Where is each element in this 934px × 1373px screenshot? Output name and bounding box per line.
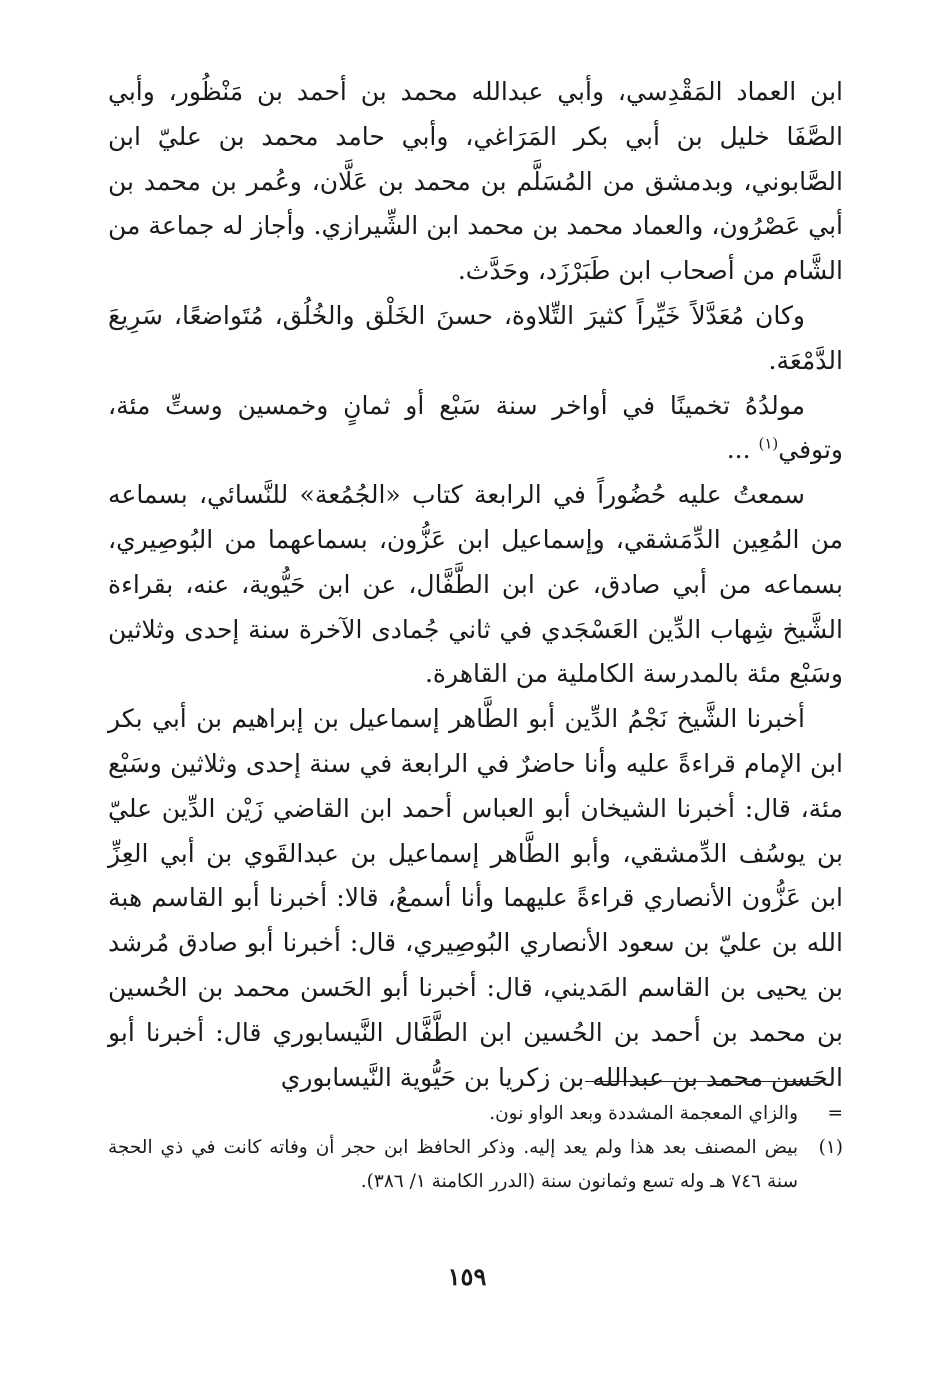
footnotes <box>108 1097 843 1199</box>
footnote-text: والزاي المعجمة المشددة وبعد الواو نون. <box>489 1103 798 1124</box>
main-text <box>108 70 843 1100</box>
footnote-separator <box>585 1081 820 1082</box>
footnote-marker: = <box>827 1103 843 1124</box>
footnote-text: بيض المصنف بعد هذا ولم يعد إليه. وذكر الحافظ ابن حجر أن وفاته كانت في ذي الحجة سنة ٧٤٦ هـ وله تسع وثمانون سنة (الدرر الكامنة ١/ ٣٨٦). <box>108 1137 798 1192</box>
body-text <box>108 70 843 1100</box>
paragraph-3-text: مولدُهُ تخمينًا في أواخر سنة سَبْع أو ثمانٍ وخمسين وستِّ مئة، وتوفي <box>108 390 843 465</box>
footnote-marker: (١) <box>818 1137 843 1158</box>
paragraph-1: ابن العماد المَقْدِسي، وأبي عبدالله محمد بن أحمد بن مَنْظُور، وأبي الصَّفَا خليل بن أبي بكر المَرَاغي، وأبي حامد محمد بن عليّ ابن الصَّابوني، وبدمشق من المُسَلَّم بن محمد بن عَلَّان، وعُمر بن محمد بن أبي عَصْرُون، والعماد محمد بن محمد ابن الشِّيرازي. وأجاز له جماعة من الشَّام من أصحاب ابن طَبَرْزَد، وحَدَّث. <box>108 77 843 286</box>
page-number: ١٥٩ <box>447 1262 487 1291</box>
footnote-1 <box>108 1131 843 1199</box>
paragraph-3 <box>108 384 843 474</box>
ellipsis: ... <box>726 435 751 465</box>
paragraph-5: أخبرنا الشَّيخ نَجْمُ الدِّين أبو الطَّاهر إسماعيل بن إبراهيم بن أبي بكر ابن الإمام قراءةً عليه وأنا حاضرٌ في الرابعة في سنة إحدى وثلاثين وسَبْع مئة، قال: أخبرنا الشيخان أبو العباس أحمد ابن القاضي زَيْن الدِّين عليّ بن يوسُف الدِّمشقي، وأبو الطَّاهر إسماعيل بن عبدالقَوي بن أبي العِزِّ ابن عَزُّون الأنصاري قراءةً عليهما وأنا أسمعُ، قالا: أخبرنا أبو القاسم هبة الله بن عليّ بن سعود الأنصاري البُوصِيري، قال: أخبرنا أبو صادق مُرشد بن يحيى بن القاسم المَديني، قال: أخبرنا أبو الحَسن محمد بن الحُسين بن محمد بن أحمد بن الحُسين ابن الطَّفَّال النَّيسابوري قال: أخبرنا أبو الحَسن محمد بن عبدالله بن زكريا بن حَيُّوية النَّيسابوري <box>108 704 843 1092</box>
paragraph-4: سمعتُ عليه حُضُوراً في الرابعة كتاب «الجُمُعة» للنَّسائي، بسماعه من المُعِين الدِّمَشقي، وإسماعيل ابن عَزُّون، بسماعهما من البُوصِيري، بسماعه من أبي صادق، عن ابن الطَّفَّال، عن ابن حَيُّوية، عنه، بقراءة الشَّيخ شِهاب الدِّين العَسْجَدي في ثاني جُمادى الآخرة سنة إحدى وثلاثين وسَبْع مئة بالمدرسة الكاملية من القاهرة. <box>108 480 843 689</box>
footnote-continuation <box>108 1097 843 1131</box>
paragraph-2: وكان مُعَدَّلاً خَيِّراً كثيرَ التِّلاوة، حسنَ الخَلْق والخُلُق، مُتَواضعًا، سَرِيعَ الدَّمْعَة. <box>108 300 843 375</box>
footnote-reference[interactable]: (١) <box>758 435 779 454</box>
